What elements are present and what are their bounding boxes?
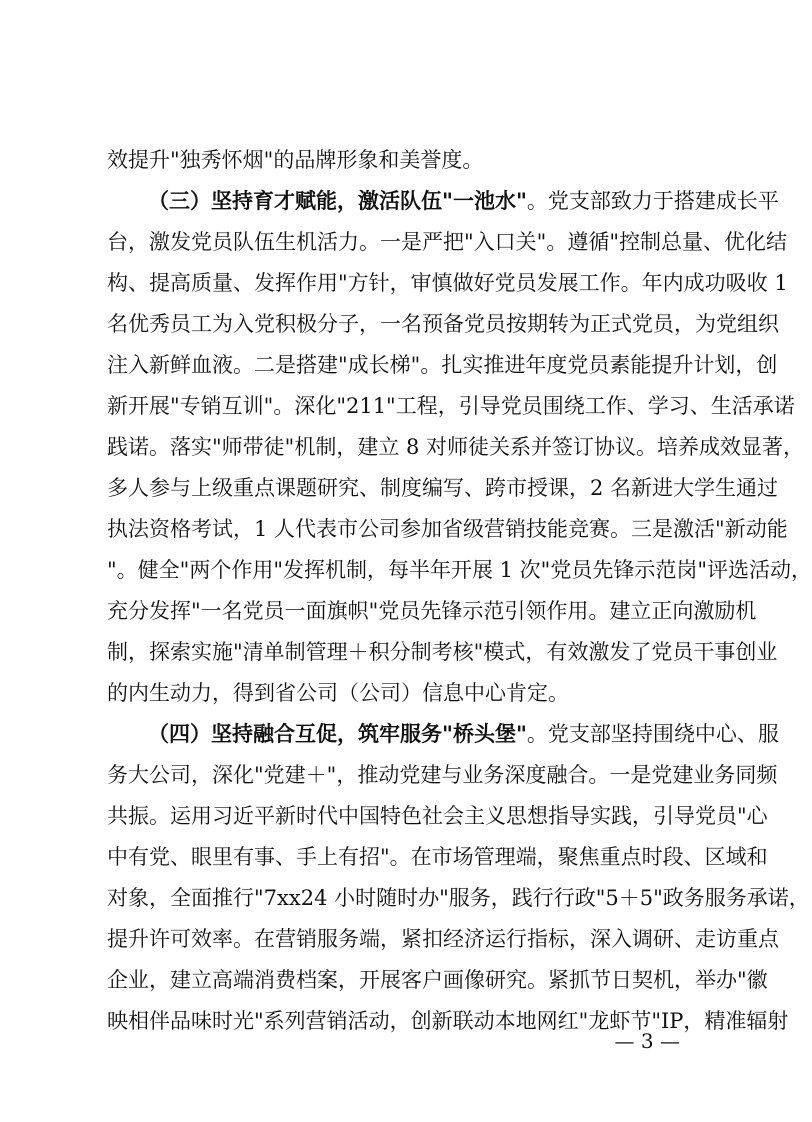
section-heading-line: （三）坚持育才赋能，激活队伍"一池水"。党支部致力于搭建成长平 [148, 188, 779, 213]
body-line: "。健全"两个作用"发挥机制，每半年开展 1 次"党员先锋示范岗"评选活动， [107, 558, 812, 582]
body-line: 映相伴品味时光"系列营销活动，创新联动本地网红"龙虾节"IP，精准辐射 [107, 1009, 789, 1033]
body-line: 注入新鲜血液。二是搭建"成长梯"。扎实推进年度党员素能提升计划，创 [107, 353, 778, 377]
body-line: 台，激发党员队伍生机活力。一是严把"入口关"。遵循"控制总量、优化结 [107, 230, 787, 254]
section-heading: （三）坚持育才赋能，激活队伍"一池水" [148, 188, 527, 213]
body-line: 的内生动力，得到省公司（公司）信息中心肯定。 [107, 681, 569, 705]
body-line: 共振。运用习近平新时代中国特色社会主义思想指导实践，引导党员"心 [107, 804, 768, 828]
page-number: — 3 — [614, 1029, 680, 1053]
body-line: 多人参与上级重点课题研究、制度编写、跨市授课，2 名新进大学生通过 [107, 476, 779, 500]
section-heading: （四）坚持融合互促，筑牢服务"桥头堡" [148, 721, 527, 746]
body-line: 制，探索实施"清单制管理＋积分制考核"模式，有效激发了党员干事创业 [107, 640, 778, 664]
section-heading-line: （四）坚持融合互促，筑牢服务"桥头堡"。党支部坚持围绕中心、服 [148, 721, 779, 746]
body-line: 名优秀员工为入党积极分子，一名预备党员按期转为正式党员，为党组织 [107, 312, 779, 336]
body-line: 践诺。落实"师带徒"机制，建立 8 对师徒关系并签订协议。培养成效显著， [107, 435, 805, 459]
body-line: 新开展"专销互训"。深化"211"工程，引导党员围绕工作、学习、生活承诺 [107, 394, 795, 418]
body-line: 企业，建立高端消费档案，开展客户画像研究。紧抓节日契机，举办"徽 [107, 968, 768, 992]
body-line: 提升许可效率。在营销服务端，紧扣经济运行指标，深入调研、走访重点 [107, 927, 779, 951]
body-line: 构、提高质量、发挥作用"方针，审慎做好党员发展工作。年内成功吸收 1 [107, 271, 788, 295]
body-line: 充分发挥"一名党员一面旗帜"党员先锋示范引领作用。建立正向激励机 [107, 599, 757, 623]
body-line: 务大公司，深化"党建＋"，推动党建与业务深度融合。一是党建业务同频 [107, 763, 778, 787]
body-line: 效提升"独秀怀烟"的品牌形象和美誉度。 [107, 148, 484, 172]
body-line: 对象，全面推行"7xx24 小时随时办"服务，践行行政"5＋5"政务服务承诺， [107, 886, 810, 910]
body-line: 中有党、眼里有事、手上有招"。在市场管理端，聚焦重点时段、区域和 [107, 845, 768, 869]
body-line: 执法资格考试，1 人代表市公司参加省级营销技能竞赛。三是激活"新动能 [107, 517, 788, 541]
